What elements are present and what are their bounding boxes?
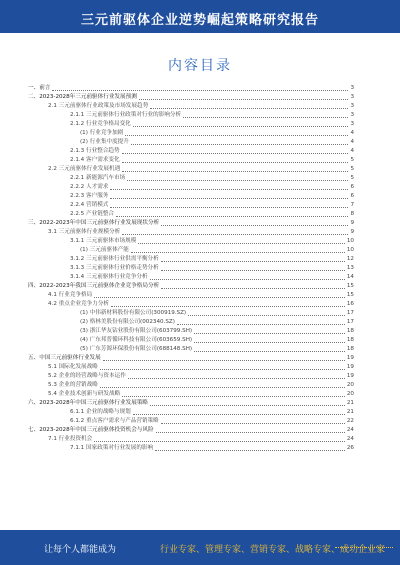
- toc-entry-title: 七、2023-2028年中国三元前驱体投资机会与风险: [28, 427, 154, 433]
- toc-entry-page: 19: [346, 355, 354, 361]
- toc-entry-title: 6.1.1 企业的战略与规划: [70, 409, 131, 415]
- toc-dot-leader: [133, 413, 345, 415]
- toc-entry-title: 2.2 三元前驱体行业发展机遇: [48, 166, 121, 172]
- toc-entry-title: (1) 三元前驱体产能: [80, 247, 129, 253]
- toc-dot-leader: [116, 215, 348, 217]
- toc-entry[interactable]: [28, 174, 354, 183]
- toc-entry[interactable]: [28, 138, 354, 147]
- toc-dot-leader: [161, 269, 345, 271]
- header-bar: [0, 0, 400, 33]
- toc-entry-page: 18: [346, 328, 354, 334]
- toc-dot-leader: [110, 197, 348, 199]
- toc-entry-title: 4.2 重点企业竞争力分析: [48, 301, 110, 307]
- toc-entry[interactable]: [28, 156, 354, 165]
- toc-dot-leader: [100, 386, 345, 388]
- toc-entry-page: 3: [350, 85, 354, 91]
- toc-entry[interactable]: [28, 363, 354, 372]
- toc-entry[interactable]: [28, 327, 354, 336]
- toc-dot-leader: [150, 404, 345, 406]
- toc-dot-leader: [94, 296, 345, 298]
- toc-entry-title: 5.2 企业的经营战略与资本运作: [48, 373, 126, 379]
- toc-entry[interactable]: [28, 192, 354, 201]
- toc-entry[interactable]: [28, 282, 354, 291]
- toc-entry[interactable]: [28, 147, 354, 156]
- toc-dot-leader: [161, 287, 345, 289]
- toc-dot-leader: [94, 440, 345, 442]
- toc-entry-page: 3: [350, 94, 354, 100]
- toc-entry[interactable]: [28, 264, 354, 273]
- toc-dot-leader: [127, 179, 348, 181]
- toc-entry[interactable]: [28, 255, 354, 264]
- toc-entry-title: 二、2023-2028年三元前驱体行业发展预测: [28, 94, 137, 100]
- toc-entry-title: 7.1 行业投资机会: [48, 436, 93, 442]
- toc-entry-title: 2.1.1 三元前驱体行业政策对行业的影响分析: [70, 112, 182, 118]
- toc-entry-page: 4: [350, 139, 354, 145]
- toc-entry-page: 24: [346, 436, 354, 442]
- toc-entry-title: (5) 广东芳源环保股份有限公司(688148.SH): [80, 346, 193, 352]
- toc-dot-leader: [161, 260, 345, 262]
- toc-entry-page: 22: [346, 418, 354, 424]
- toc-entry-page: 8: [350, 211, 354, 217]
- toc-entry[interactable]: [28, 291, 354, 300]
- toc-entry[interactable]: [28, 345, 354, 354]
- toc-entry-title: 5.3 企业的营销战略: [48, 382, 98, 388]
- toc-entry-page: 17: [346, 319, 354, 325]
- toc-entry-page: 13: [346, 265, 354, 271]
- toc-entry-page: 6: [350, 184, 354, 190]
- toc-dot-leader: [111, 305, 345, 307]
- toc-dot-leader: [133, 125, 349, 127]
- toc-entry-page: 5: [350, 166, 354, 172]
- toc-entry-page: 3: [350, 103, 354, 109]
- toc-entry[interactable]: [28, 390, 354, 399]
- toc-dot-leader: [177, 323, 345, 325]
- toc-entry[interactable]: [28, 417, 354, 426]
- toc-entry-title: 2.1.2 行业竞争格局变化: [70, 121, 131, 127]
- toc-entry-title: 2.2.3 客户服务: [70, 193, 109, 199]
- toc-dot-leader: [103, 359, 345, 361]
- toc-entry-title: 2.1 三元前驱体行业政策及市场发展趋势: [48, 103, 149, 109]
- toc-dot-leader: [122, 170, 348, 172]
- toc-entry-title: 3.1.3 三元前驱体行业价格走势分析: [70, 265, 159, 271]
- toc-entry[interactable]: [28, 201, 354, 210]
- toc-entry-page: 26: [346, 445, 354, 451]
- toc-entry-page: 18: [346, 337, 354, 343]
- toc-entry-page: 12: [346, 256, 354, 262]
- toc-entry-page: 4: [350, 130, 354, 136]
- toc-entry-title: (4) 广东邦普循环科技有限公司(603659.SH): [80, 337, 193, 343]
- footer-bar: [0, 530, 400, 565]
- toc-entry[interactable]: [28, 336, 354, 345]
- toc-entry-title: 2.1.3 行业整合趋势: [70, 148, 120, 154]
- toc-dot-leader: [110, 188, 348, 190]
- toc-entry[interactable]: [28, 93, 354, 102]
- toc-dot-leader: [110, 206, 348, 208]
- toc-entry[interactable]: [28, 318, 354, 327]
- toc-dot-leader: [138, 242, 345, 244]
- toc-entry-title: 7.1.1 国家政策对行业发展的影响: [70, 445, 154, 451]
- toc-dot-leader: [150, 278, 345, 280]
- toc-entry-title: 2.2.1 新能源汽车市场: [70, 175, 126, 181]
- toc-dot-leader: [188, 314, 345, 316]
- footer-slogan-left: 让每个人都能成为: [44, 545, 117, 555]
- toc-entry-title: 一、前言: [28, 85, 51, 91]
- toc-entry-page: 17: [346, 310, 354, 316]
- toc-entry-title: 5.1 国际化发展战略: [48, 364, 98, 370]
- toc-dot-leader: [52, 89, 348, 91]
- toc-entry-page: 9: [350, 220, 354, 226]
- toc-dot-leader: [139, 98, 349, 100]
- toc-entry-page: 15: [346, 283, 354, 289]
- toc-entry-title: (1) 中伟新材料股份有限公司(300919.SZ): [80, 310, 187, 316]
- toc-entry-title: (1) 行业竞争加剧: [80, 130, 124, 136]
- toc-entry-page: 16: [346, 301, 354, 307]
- toc-dot-leader: [122, 161, 349, 163]
- toc-entry[interactable]: [28, 210, 354, 219]
- toc-entry[interactable]: [28, 219, 354, 228]
- toc-entry[interactable]: [28, 183, 354, 192]
- toc-entry-page: 3: [350, 121, 354, 127]
- toc-entry-title: 2.2.5 产业链整合: [70, 211, 114, 217]
- toc-entry-title: 五、中国三元前驱体行业发展: [28, 355, 101, 361]
- toc-entry-page: 5: [350, 157, 354, 163]
- toc-entry[interactable]: [28, 273, 354, 282]
- toc-dot-leader: [122, 233, 348, 235]
- toc-entry-title: 5.4 企业技术创新与研发战略: [48, 391, 121, 397]
- toc-entry-page: 9: [350, 229, 354, 235]
- toc-entry-title: 3.1.1 三元前驱体市场规模: [70, 238, 137, 244]
- toc-dot-leader: [125, 134, 348, 136]
- toc-entry-page: 14: [346, 274, 354, 280]
- toc-entry-page: 10: [346, 238, 354, 244]
- toc-entry-title: 2.1.4 客户需求变化: [70, 157, 120, 163]
- toc-entry[interactable]: [28, 435, 354, 444]
- toc-entry-page: 5: [350, 175, 354, 181]
- toc-entry-title: 三、2022-2023年中国三元前驱体行业发展现状分析: [28, 220, 160, 226]
- toc-dot-leader: [194, 350, 345, 352]
- toc-entry-title: 3.1 三元前驱体行业规模分析: [48, 229, 121, 235]
- toc-entry-title: 3.1.4 三元前驱体行业竞争分析: [70, 274, 148, 280]
- toc-entry-title: 3.1.2 三元前驱体行业供需平衡分析: [70, 256, 159, 262]
- toc-entry-title: 2.2.2 人才需求: [70, 184, 109, 190]
- toc-entry-title: 四、2022-2023年我国三元前驱体企业竞争格局分析: [28, 283, 160, 289]
- toc-dot-leader: [161, 224, 348, 226]
- toc-entry[interactable]: [28, 354, 354, 363]
- toc-entry[interactable]: [28, 165, 354, 174]
- toc-entry-title: 六、2023-2028年中国三元前驱体行业发展策略: [28, 400, 148, 406]
- toc-entry[interactable]: [28, 426, 354, 435]
- toc-dot-leader: [155, 449, 345, 451]
- toc-entry-page: 21: [346, 409, 354, 415]
- toc-entry-title: (2) 格林美股份有限公司(002340.SZ): [80, 319, 175, 325]
- toc-entry[interactable]: [28, 309, 354, 318]
- toc-dot-leader: [100, 368, 345, 370]
- toc-dot-leader: [161, 422, 345, 424]
- table-of-contents: [28, 84, 354, 453]
- toc-entry[interactable]: [28, 228, 354, 237]
- toc-dot-leader: [150, 107, 348, 109]
- toc-entry[interactable]: [28, 372, 354, 381]
- toc-entry-page: 24: [346, 427, 354, 433]
- toc-entry-title: (2) 行业集中度提升: [80, 139, 129, 145]
- toc-heading: 内容目录: [168, 58, 232, 74]
- toc-entry[interactable]: [28, 246, 354, 255]
- toc-dot-leader: [194, 332, 345, 334]
- toc-entry[interactable]: [28, 408, 354, 417]
- toc-entry[interactable]: [28, 237, 354, 246]
- toc-entry-page: 4: [350, 148, 354, 154]
- toc-entry-page: 3: [350, 112, 354, 118]
- toc-entry-title: 6.1.2 重点客户需求与产品营销策略: [70, 418, 159, 424]
- footer-divider: [335, 547, 393, 548]
- toc-dot-leader: [131, 251, 345, 253]
- toc-entry-page: 18: [346, 346, 354, 352]
- toc-entry[interactable]: [28, 120, 354, 129]
- toc-entry[interactable]: [28, 300, 354, 309]
- toc-entry[interactable]: [28, 444, 354, 453]
- toc-entry-page: 19: [346, 373, 354, 379]
- toc-entry-title: 2.2.4 营销模式: [70, 202, 109, 208]
- footer-slogan-right: 行业专家、管理专家、营销专家、战略专家、成功企业家: [160, 545, 386, 555]
- toc-entry-title: (3) 浙江华友钴业股份有限公司(603799.SH): [80, 328, 193, 334]
- toc-entry-page: 20: [346, 391, 354, 397]
- toc-entry[interactable]: [28, 84, 354, 93]
- toc-entry-page: 10: [346, 247, 354, 253]
- toc-entry-page: 20: [346, 382, 354, 388]
- toc-entry[interactable]: [28, 129, 354, 138]
- toc-dot-leader: [156, 431, 345, 433]
- toc-entry-page: 15: [346, 292, 354, 298]
- toc-entry[interactable]: [28, 399, 354, 408]
- toc-entry-page: 19: [346, 364, 354, 370]
- toc-dot-leader: [183, 116, 348, 118]
- toc-entry[interactable]: [28, 111, 354, 120]
- toc-entry-title: 4.1 行业竞争格局: [48, 292, 93, 298]
- toc-entry-page: 7: [350, 202, 354, 208]
- report-title: 三元前驱体企业逆势崛起策略研究报告: [80, 13, 319, 28]
- toc-dot-leader: [128, 377, 345, 379]
- toc-entry-page: 21: [346, 400, 354, 406]
- toc-dot-leader: [131, 143, 349, 145]
- toc-entry[interactable]: [28, 381, 354, 390]
- toc-dot-leader: [194, 341, 345, 343]
- toc-entry-page: 6: [350, 193, 354, 199]
- toc-entry[interactable]: [28, 102, 354, 111]
- toc-dot-leader: [122, 395, 345, 397]
- toc-dot-leader: [122, 152, 349, 154]
